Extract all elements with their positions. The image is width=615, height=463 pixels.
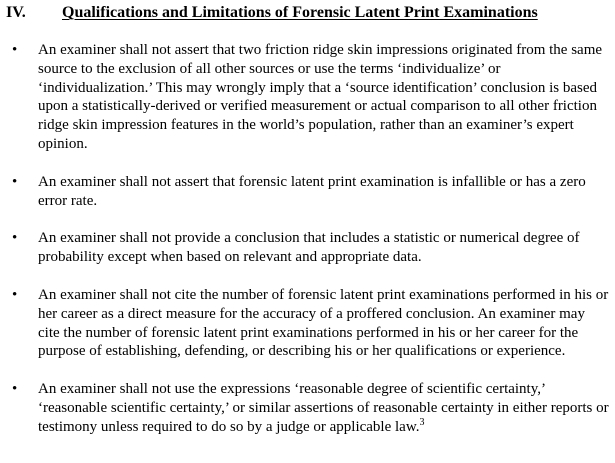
bullet-text: An examiner shall not provide a conclusion that includes a statistic or numerical degree of probability except when based on relevant and appropriate data. <box>38 230 580 266</box>
section-heading <box>6 3 538 23</box>
bullet-dot-icon: • <box>12 381 18 398</box>
bullet-text: An examiner shall not use the expressions ‘reasonable degree of scientific certainty,’ ‘reasonable scientific certainty,’ or similar assertions of reasonable certainty in either reports or testimony unless required to do so by a judge or applicable law. <box>38 381 609 435</box>
bullet-dot-icon: • <box>12 173 18 190</box>
footnote-reference[interactable]: 3 <box>419 416 425 428</box>
bullet-dot-icon: • <box>12 286 18 303</box>
bullet-dot-icon: • <box>12 42 18 58</box>
bullet-text: An examiner shall not assert that forensic latent print examination is infallible or has a zero error rate. <box>38 173 586 209</box>
bullet-item-statistic <box>0 229 615 267</box>
bullet-dot-icon: • <box>12 230 18 247</box>
section-number: IV. <box>6 4 26 21</box>
bullet-text: An examiner shall not assert that two friction ridge skin impressions originated from the same source to the exclusion of all other sources or use the terms ‘individualize’ or ‘individualization.’ This may wrongly imply that a ‘source identification’ conclusion is based upon a statistically-derived or verified measurement or actual comparison to all other friction ridge skin impression features in the world’s population, rather than an examiner’s expert opinion. <box>38 42 603 152</box>
bullet-list <box>0 41 615 437</box>
section-title: Qualifications and Limitations of Forensic Latent Print Examinations <box>62 4 538 21</box>
bullet-text: An examiner shall not cite the number of forensic latent print examinations performed in his or her career as a direct measure for the accuracy of a proffered conclusion. An examiner may cite the number of forensic latent print examinations performed in his or her career for the purpose of establishing, defending, or describing his or her qualifications or experience. <box>38 286 609 360</box>
bullet-item-infallible <box>0 173 615 211</box>
bullet-item-individualization <box>0 41 615 154</box>
bullet-item-certainty <box>0 380 615 436</box>
bullet-item-career-count <box>0 286 615 361</box>
